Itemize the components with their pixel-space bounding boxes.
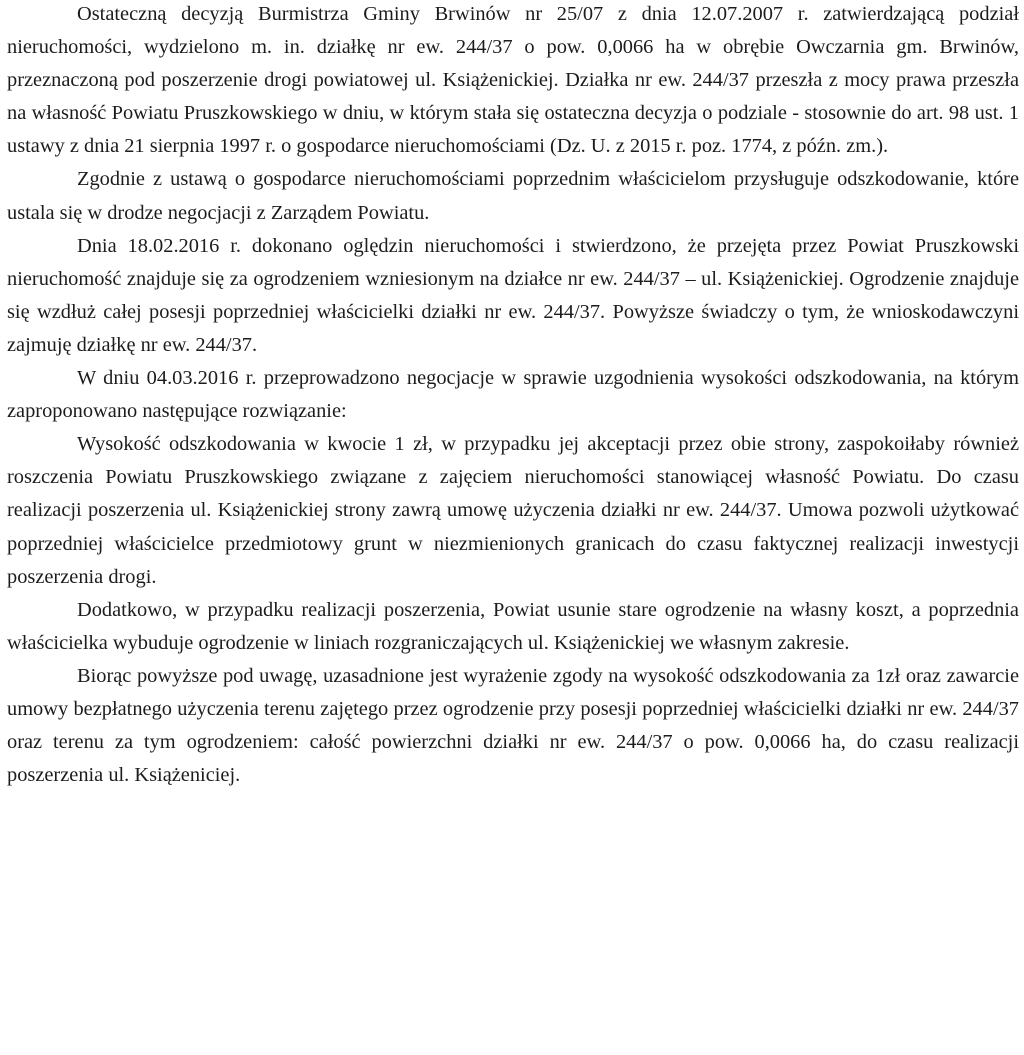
paragraph: Dodatkowo, w przypadku realizacji poszerzenia, Powiat usunie stare ogrodzenie na własny koszt, a poprzednia właścicielka wybuduje ogrodzenie w liniach rozgraniczających ul. Książenickiej we własnym zakresie. xyxy=(7,598,1019,654)
paragraph: W dniu 04.03.2016 r. przeprowadzono negocjacje w sprawie uzgodnienia wysokości odszkodowania, na którym zaproponowano następujące rozwiązanie: xyxy=(7,367,1019,423)
paragraph: Wysokość odszkodowania w kwocie 1 zł, w przypadku jej akceptacji przez obie strony, zaspokoiłaby również roszczenia Powiatu Pruszkowskiego związane z zajęciem nieruchomości stanowiącej własność Powiatu. Do czasu realizacji poszerzenia ul. Książenickiej strony zawrą umowę użyczenia działki nr ew. 244/37. Umowa pozwoli użytkować poprzedniej właścicielce przedmiotowy grunt w niezmienionych granicach do czasu faktycznej realizacji inwestycji poszerzenia drogi. xyxy=(7,433,1019,588)
paragraph: Biorąc powyższe pod uwagę, uzasadnione jest wyrażenie zgody na wysokość odszkodowania za 1zł oraz zawarcie umowy bezpłatnego użyczenia terenu zajętego przez ogrodzenie przy posesji poprzedniej właścicielki działki nr ew. 244/37 oraz terenu za tym ogrodzeniem: całość powierzchni działki nr ew. 244/37 o pow. 0,0066 ha, do czasu realizacji poszerzenia ul. Książeniciej. xyxy=(7,664,1019,787)
paragraph: Dnia 18.02.2016 r. dokonano oględzin nieruchomości i stwierdzono, że przejęta przez Powiat Pruszkowski nieruchomość znajduje się za ogrodzeniem wzniesionym na działce nr ew. 244/37 – ul. Książenickiej. Ogrodzenie znajduje się wzdłuż całej posesji poprzedniej właścicielki działki nr ew. 244/37. Powyższe świadczy o tym, że wnioskodawczyni zajmuję działkę nr ew. 244/37. xyxy=(7,234,1019,356)
document-body xyxy=(7,0,1019,792)
paragraph: Zgodnie z ustawą o gospodarce nieruchomościami poprzednim właścicielom przysługuje odszkodowanie, które ustala się w drodze negocjacji z Zarządem Powiatu. xyxy=(7,168,1019,224)
paragraph: Ostateczną decyzją Burmistrza Gminy Brwinów nr 25/07 z dnia 12.07.2007 r. zatwierdzającą podział nieruchomości, wydzielono m. in. działkę nr ew. 244/37 o pow. 0,0066 ha w obrębie Owczarnia gm. Brwinów, przeznaczoną pod poszerzenie drogi powiatowej ul. Książenickiej. Działka nr ew. 244/37 przeszła z mocy prawa przeszła na własność Powiatu Pruszkowskiego w dniu, w którym stała się ostateczna decyzja o podziale - stosownie do art. 98 ust. 1 ustawy z dnia 21 sierpnia 1997 r. o gospodarce nieruchomościami (Dz. U. z 2015 r. poz. 1774, z późn. zm.). xyxy=(7,3,1019,158)
